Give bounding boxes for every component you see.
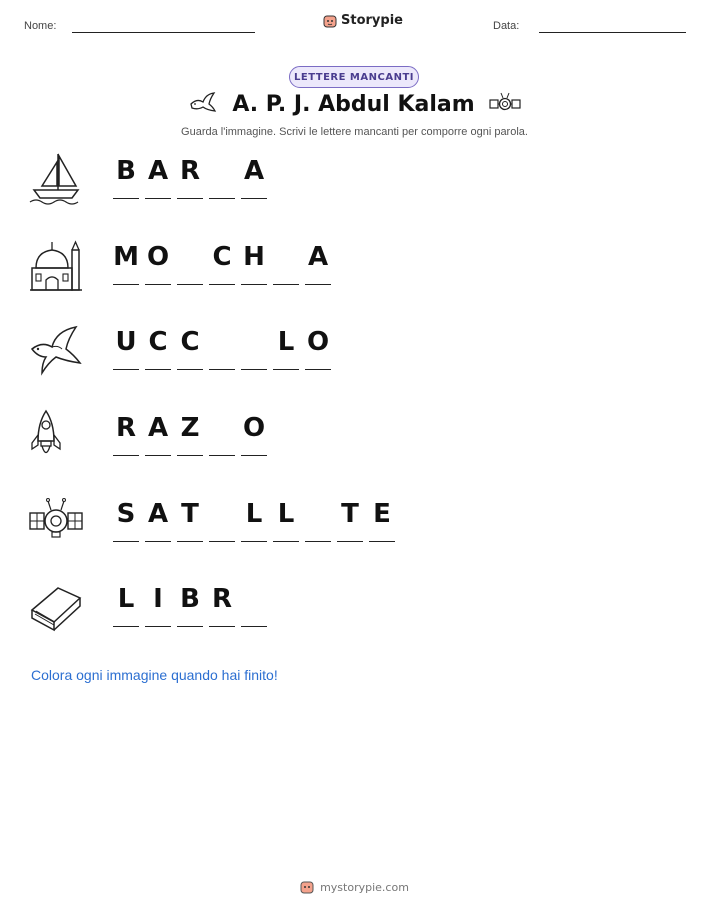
letter-slot-blank[interactable] bbox=[272, 238, 300, 288]
letter-slot[interactable]: S bbox=[112, 495, 140, 545]
satellite-icon bbox=[489, 91, 521, 117]
name-label: Nome: bbox=[24, 20, 57, 32]
letter-slot[interactable]: C bbox=[176, 323, 204, 373]
letter-slot[interactable]: A bbox=[240, 152, 268, 202]
worksheet-type-badge: LETTERE MANCANTI bbox=[289, 66, 419, 88]
mosque-icon bbox=[28, 238, 84, 294]
letter-slot[interactable]: H bbox=[240, 238, 268, 288]
letter-slot-blank[interactable] bbox=[304, 495, 332, 545]
book-icon bbox=[28, 580, 84, 636]
brand-logo bbox=[323, 13, 403, 28]
word-row-2 bbox=[28, 238, 688, 308]
letter-slot[interactable]: T bbox=[336, 495, 364, 545]
letter-slot[interactable]: Z bbox=[176, 409, 204, 459]
date-field[interactable] bbox=[539, 32, 686, 33]
letter-slot[interactable]: A bbox=[304, 238, 332, 288]
letter-slot[interactable]: L bbox=[240, 495, 268, 545]
dove-icon bbox=[188, 90, 218, 118]
word-row-5 bbox=[28, 495, 688, 565]
letter-slot[interactable]: R bbox=[208, 580, 236, 630]
letter-slot[interactable]: C bbox=[208, 238, 236, 288]
date-label: Data: bbox=[493, 20, 520, 32]
word-row-4 bbox=[28, 409, 688, 479]
letter-slots bbox=[112, 580, 268, 630]
letter-slot[interactable]: L bbox=[272, 323, 300, 373]
letter-slot-blank[interactable] bbox=[240, 323, 268, 373]
name-field[interactable] bbox=[72, 32, 255, 33]
word-row-3 bbox=[28, 323, 688, 393]
title-bar bbox=[0, 90, 709, 118]
letter-slot[interactable]: O bbox=[144, 238, 172, 288]
letter-slot[interactable]: E bbox=[368, 495, 396, 545]
letter-slot[interactable]: A bbox=[144, 409, 172, 459]
brand-name: Storypie bbox=[341, 13, 403, 28]
letter-slots bbox=[112, 323, 332, 373]
letter-slot[interactable]: A bbox=[144, 152, 172, 202]
storypie-mascot-icon bbox=[300, 880, 314, 894]
site-url[interactable]: mystorypie.com bbox=[320, 880, 409, 894]
rocket-icon bbox=[28, 409, 84, 465]
letter-slot-blank[interactable] bbox=[240, 580, 268, 630]
letter-slot[interactable]: O bbox=[304, 323, 332, 373]
letter-slot-blank[interactable] bbox=[208, 323, 236, 373]
letter-slot[interactable]: L bbox=[272, 495, 300, 545]
letter-slot[interactable]: B bbox=[112, 152, 140, 202]
letter-slot-blank[interactable] bbox=[208, 152, 236, 202]
letter-slot[interactable]: A bbox=[144, 495, 172, 545]
letter-slot[interactable]: R bbox=[176, 152, 204, 202]
dove-icon bbox=[28, 323, 84, 379]
letter-slot-blank[interactable] bbox=[176, 238, 204, 288]
letter-slot[interactable]: T bbox=[176, 495, 204, 545]
letter-slot-blank[interactable] bbox=[208, 409, 236, 459]
instructions: Guarda l'immagine. Scrivi le lettere mancanti per comporre ogni parola. bbox=[181, 126, 528, 138]
letter-slot[interactable]: B bbox=[176, 580, 204, 630]
letter-slot[interactable]: C bbox=[144, 323, 172, 373]
letter-slot[interactable]: R bbox=[112, 409, 140, 459]
letter-slot[interactable]: O bbox=[240, 409, 268, 459]
letter-slot[interactable]: L bbox=[112, 580, 140, 630]
letter-slots bbox=[112, 238, 332, 288]
word-row-1 bbox=[28, 152, 688, 222]
letter-slots bbox=[112, 409, 268, 459]
letter-slots bbox=[112, 495, 396, 545]
letter-slot-blank[interactable] bbox=[208, 495, 236, 545]
footer-site bbox=[0, 880, 709, 894]
coloring-instruction: Colora ogni immagine quando hai finito! bbox=[31, 667, 278, 683]
sailboat-icon bbox=[28, 152, 84, 208]
letter-slot[interactable]: I bbox=[144, 580, 172, 630]
letter-slot[interactable]: U bbox=[112, 323, 140, 373]
satellite-icon bbox=[28, 495, 84, 551]
storypie-mascot-icon bbox=[323, 14, 337, 28]
letter-slot[interactable]: M bbox=[112, 238, 140, 288]
word-row-6 bbox=[28, 580, 688, 650]
letter-slots bbox=[112, 152, 268, 202]
page-title: A. P. J. Abdul Kalam bbox=[232, 91, 475, 117]
